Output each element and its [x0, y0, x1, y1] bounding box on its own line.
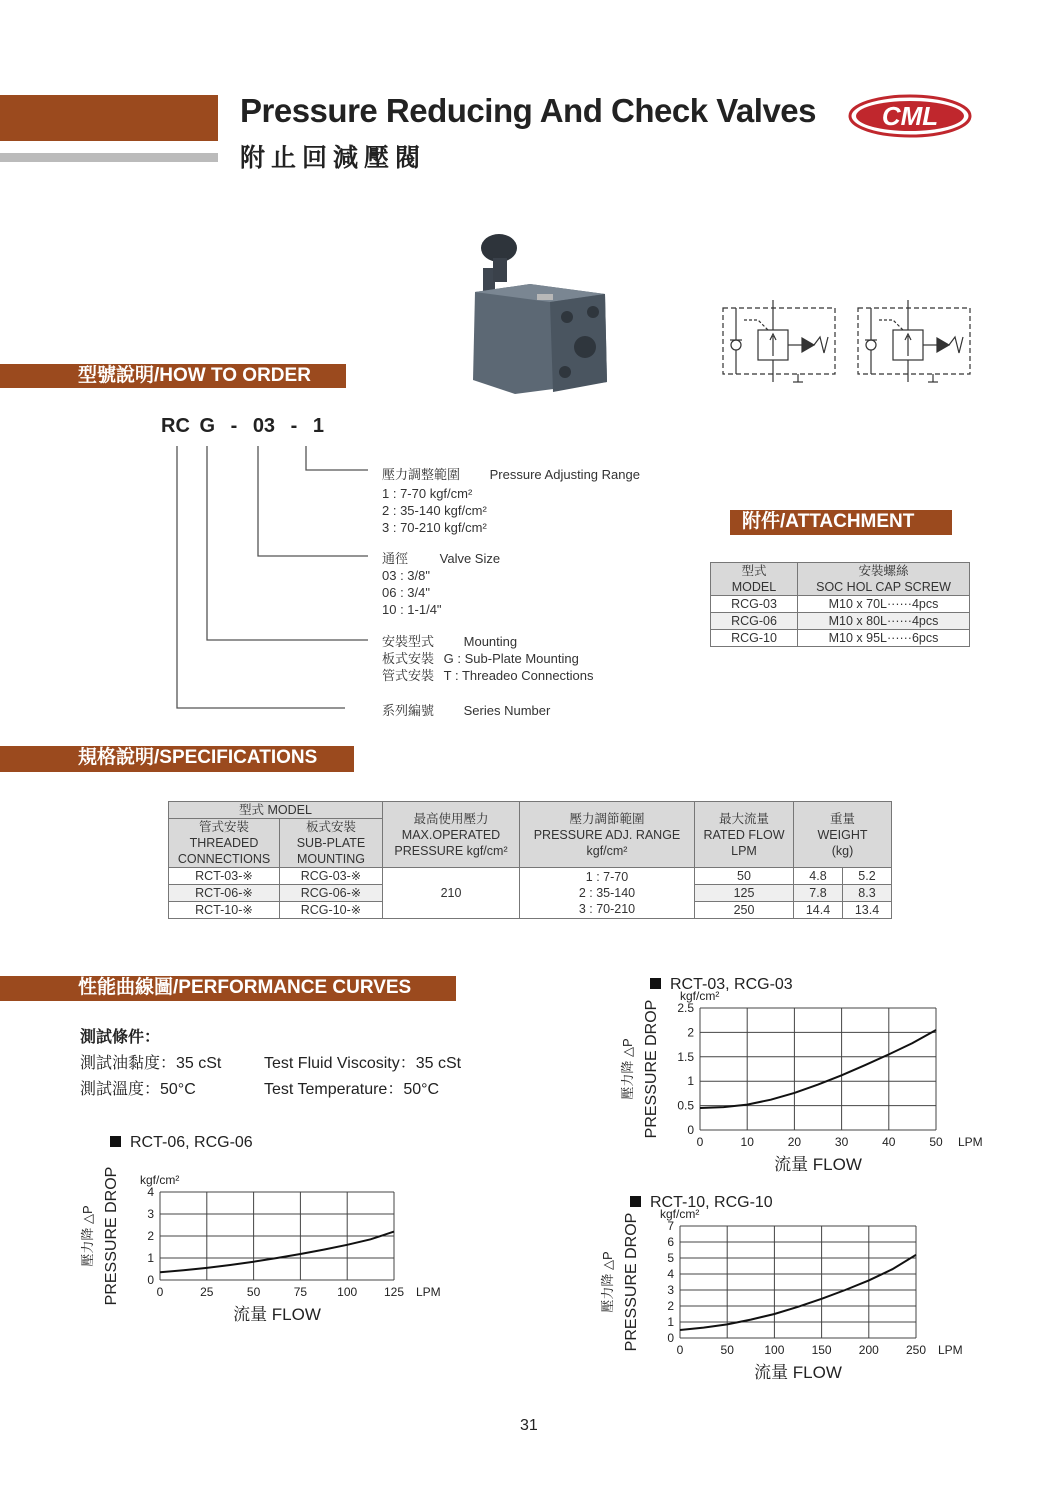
series-line — [160, 1232, 394, 1273]
page-title: Pressure Reducing And Check Valves — [240, 92, 817, 129]
cond-viscosity-en: Test Fluid Viscosity：35 cSt — [264, 1055, 462, 1072]
performance-heading: 性能曲線圖/PERFORMANCE CURVES — [78, 977, 412, 998]
table-row: RCG-10 M10 x 95L······6pcs — [711, 630, 970, 647]
y-tick-label: 1 — [667, 1315, 674, 1329]
x-tick-label: 75 — [293, 1285, 308, 1299]
pressure-option-3: 3 : 70-210 kgf/cm² — [382, 520, 487, 535]
table-row: RCT-10-※ RCG-10-※ 250 14.4 13.4 — [169, 902, 892, 919]
y-axis-label-zh: 壓力降 △P — [80, 1205, 95, 1267]
y-tick-label: 4 — [667, 1267, 674, 1281]
spec-flow-header: 最大流量 RATED FLOW LPM — [695, 802, 794, 868]
test-conditions-en — [264, 1051, 461, 1103]
y-tick-label: 3 — [667, 1283, 674, 1297]
x-tick-label: 200 — [858, 1343, 879, 1357]
y-axis-label-en: PRESSURE DROP — [643, 999, 660, 1139]
x-tick-label: 40 — [882, 1135, 896, 1149]
y-tick-label: 6 — [667, 1235, 674, 1249]
chart-rct03 — [600, 970, 1000, 1180]
x-tick-label: 50 — [246, 1285, 261, 1299]
spec-model-header: 型式 MODEL — [169, 802, 383, 819]
code-pressure: 1 — [312, 415, 324, 437]
x-tick-label: 250 — [905, 1343, 927, 1357]
spec-subplate-header: 板式安裝 SUB-PLATE MOUNTING — [280, 819, 383, 868]
table-row: RCG-03 M10 x 70L······4pcs — [711, 596, 970, 613]
chart-rct10 — [600, 1188, 1000, 1398]
series-zh: 系列編號 — [382, 703, 435, 718]
attachment-heading: 附件/ATTACHMENT — [742, 511, 915, 532]
table-row: RCT-03-※ RCG-03-※ 210 1 : 7-70 2 : 35-140 3 : 70-210 50 4.8 5.2 — [169, 868, 892, 885]
x-tick-label: 0 — [676, 1343, 684, 1357]
x-tick-label: 20 — [787, 1135, 802, 1149]
hydraulic-symbol-2 — [855, 300, 973, 385]
cond-temp-en: Test Temperature：50°C — [264, 1081, 440, 1098]
x-tick-label: 0 — [156, 1285, 164, 1299]
att-col-screw: 安裝螺絲 SOC HOL CAP SCREW — [798, 563, 970, 596]
att-col-model: 型式 MODEL — [711, 563, 798, 596]
spec-threaded-header: 管式安裝 THREADED CONNECTIONS — [169, 819, 280, 868]
size-option-2: 06 : 3/4" — [382, 585, 430, 600]
specifications-table — [168, 801, 892, 919]
y-tick-label: 3 — [147, 1207, 154, 1221]
cond-title: 測試條件： — [80, 1029, 161, 1046]
x-axis-label: 流量 FLOW — [774, 1155, 862, 1174]
cond-temp-zh: 測試溫度：50°C — [80, 1081, 196, 1098]
y-axis-label-zh: 壓力降 △P — [620, 1038, 635, 1100]
y-tick-label: 0 — [147, 1273, 154, 1287]
x-unit-label: LPM — [958, 1135, 983, 1149]
y-axis-label-en: PRESSURE DROP — [103, 1166, 120, 1306]
x-axis-label: 流量 FLOW — [754, 1363, 842, 1382]
chart-title: RCT-06, RCG-06 — [130, 1134, 253, 1151]
y-tick-label: 0.5 — [677, 1098, 694, 1113]
chart-title: RCT-03, RCG-03 — [670, 976, 793, 993]
pressure-option-2: 2 : 35-140 kgf/cm² — [382, 503, 487, 518]
size-option-1: 03 : 3/8" — [382, 568, 430, 583]
x-tick-label: 30 — [834, 1135, 849, 1149]
size-option-3: 10 : 1-1/4" — [382, 602, 442, 617]
series-en: Series Number — [463, 703, 551, 718]
specifications-band — [0, 746, 354, 772]
y-tick-label: 7 — [667, 1219, 674, 1233]
pressure-range-block — [382, 466, 682, 536]
x-tick-label: 25 — [200, 1285, 214, 1299]
spec-adj-range-header: 壓力調節範圍 PRESSURE ADJ. RANGE kgf/cm² — [520, 802, 695, 868]
y-tick-label: 2.5 — [677, 1001, 694, 1015]
x-unit-label: LPM — [938, 1343, 963, 1357]
y-axis-label-zh: 壓力降 △P — [600, 1251, 615, 1313]
test-conditions — [80, 1025, 221, 1103]
table-row: RCG-06 M10 x 80L······4pcs — [711, 613, 970, 630]
y-tick-label: 0 — [687, 1123, 694, 1137]
y-tick-label: 2 — [687, 1025, 694, 1040]
chart-title: RCT-10, RCG-10 — [650, 1194, 773, 1211]
svg-text:CML: CML — [881, 101, 939, 131]
chart-rct06 — [80, 1128, 460, 1340]
x-tick-label: 150 — [811, 1343, 832, 1357]
page-number: 31 — [520, 1417, 538, 1434]
mounting-option-g: 板式安裝 G : Sub-Plate Mounting — [382, 651, 579, 666]
performance-band — [0, 976, 456, 1001]
hydraulic-symbol-1 — [720, 300, 838, 385]
x-tick-label: 125 — [383, 1285, 405, 1299]
spec-pressure-value: 210 — [383, 868, 520, 919]
code-size: 03 — [252, 415, 276, 437]
pressure-option-1: 1 : 7-70 kgf/cm² — [382, 486, 473, 501]
y-tick-label: 2 — [147, 1229, 154, 1243]
y-tick-label: 2 — [667, 1299, 674, 1313]
y-tick-label: 1 — [147, 1251, 154, 1265]
table-row: RCT-06-※ RCG-06-※ 125 7.8 8.3 — [169, 885, 892, 902]
specifications-heading: 規格說明/SPECIFICATIONS — [78, 747, 318, 768]
y-tick-label: 5 — [667, 1251, 674, 1265]
code-mounting: G — [199, 415, 216, 437]
spec-ranges: 1 : 7-70 2 : 35-140 3 : 70-210 — [520, 868, 695, 919]
size-en: Valve Size — [439, 551, 501, 566]
x-unit-label: LPM — [416, 1285, 441, 1299]
x-tick-label: 50 — [720, 1343, 734, 1357]
y-tick-label: 4 — [147, 1185, 154, 1199]
order-connector-lines — [0, 0, 400, 720]
y-tick-label: 0 — [667, 1331, 674, 1345]
page-subtitle: 附止回減壓閥 — [240, 144, 427, 172]
title-bullet-icon — [650, 978, 661, 989]
size-zh: 通徑 — [382, 551, 409, 566]
attachment-table — [710, 562, 970, 647]
mounting-en: Mounting — [463, 634, 518, 649]
x-axis-label: 流量 FLOW — [233, 1305, 321, 1324]
how-to-order-heading: 型號說明/HOW TO ORDER — [78, 365, 311, 386]
valve-size-block — [382, 550, 682, 618]
pressure-en: Pressure Adjusting Range — [489, 467, 640, 482]
mounting-zh: 安裝型式 — [382, 634, 435, 649]
x-tick-label: 100 — [337, 1285, 358, 1299]
y-tick-label: 1.5 — [677, 1049, 694, 1064]
y-unit-label: kgf/cm² — [680, 989, 720, 1003]
cond-viscosity-zh: 測試油黏度：35 cSt — [80, 1055, 222, 1072]
x-tick-label: 100 — [764, 1343, 785, 1357]
cml-logo — [848, 94, 972, 138]
y-tick-label: 1 — [687, 1074, 694, 1089]
y-unit-label: kgf/cm² — [140, 1173, 180, 1187]
valve-product-image — [455, 232, 630, 407]
spec-weight-header: 重量 WEIGHT (kg) — [794, 802, 892, 868]
x-tick-label: 10 — [740, 1135, 754, 1149]
code-dash-1: - — [230, 415, 238, 437]
title-bullet-icon — [630, 1196, 641, 1207]
spec-max-pressure-header: 最高使用壓力 MAX.OPERATED PRESSURE kgf/cm² — [383, 802, 520, 868]
series-line — [700, 1030, 936, 1108]
mounting-block — [382, 633, 682, 684]
pressure-zh: 壓力調整範圍 — [382, 467, 461, 482]
series-block — [382, 702, 682, 719]
code-dash-2: - — [290, 415, 298, 437]
y-unit-label: kgf/cm² — [660, 1207, 700, 1221]
attachment-band — [730, 510, 952, 535]
mounting-option-t: 管式安裝 T : Threadeo Connections — [382, 668, 594, 683]
x-tick-label: 0 — [696, 1135, 704, 1149]
x-tick-label: 50 — [929, 1135, 943, 1149]
y-axis-label-en: PRESSURE DROP — [623, 1212, 640, 1352]
series-line — [680, 1255, 916, 1330]
title-bullet-icon — [110, 1136, 121, 1147]
code-series: RC — [161, 415, 190, 437]
